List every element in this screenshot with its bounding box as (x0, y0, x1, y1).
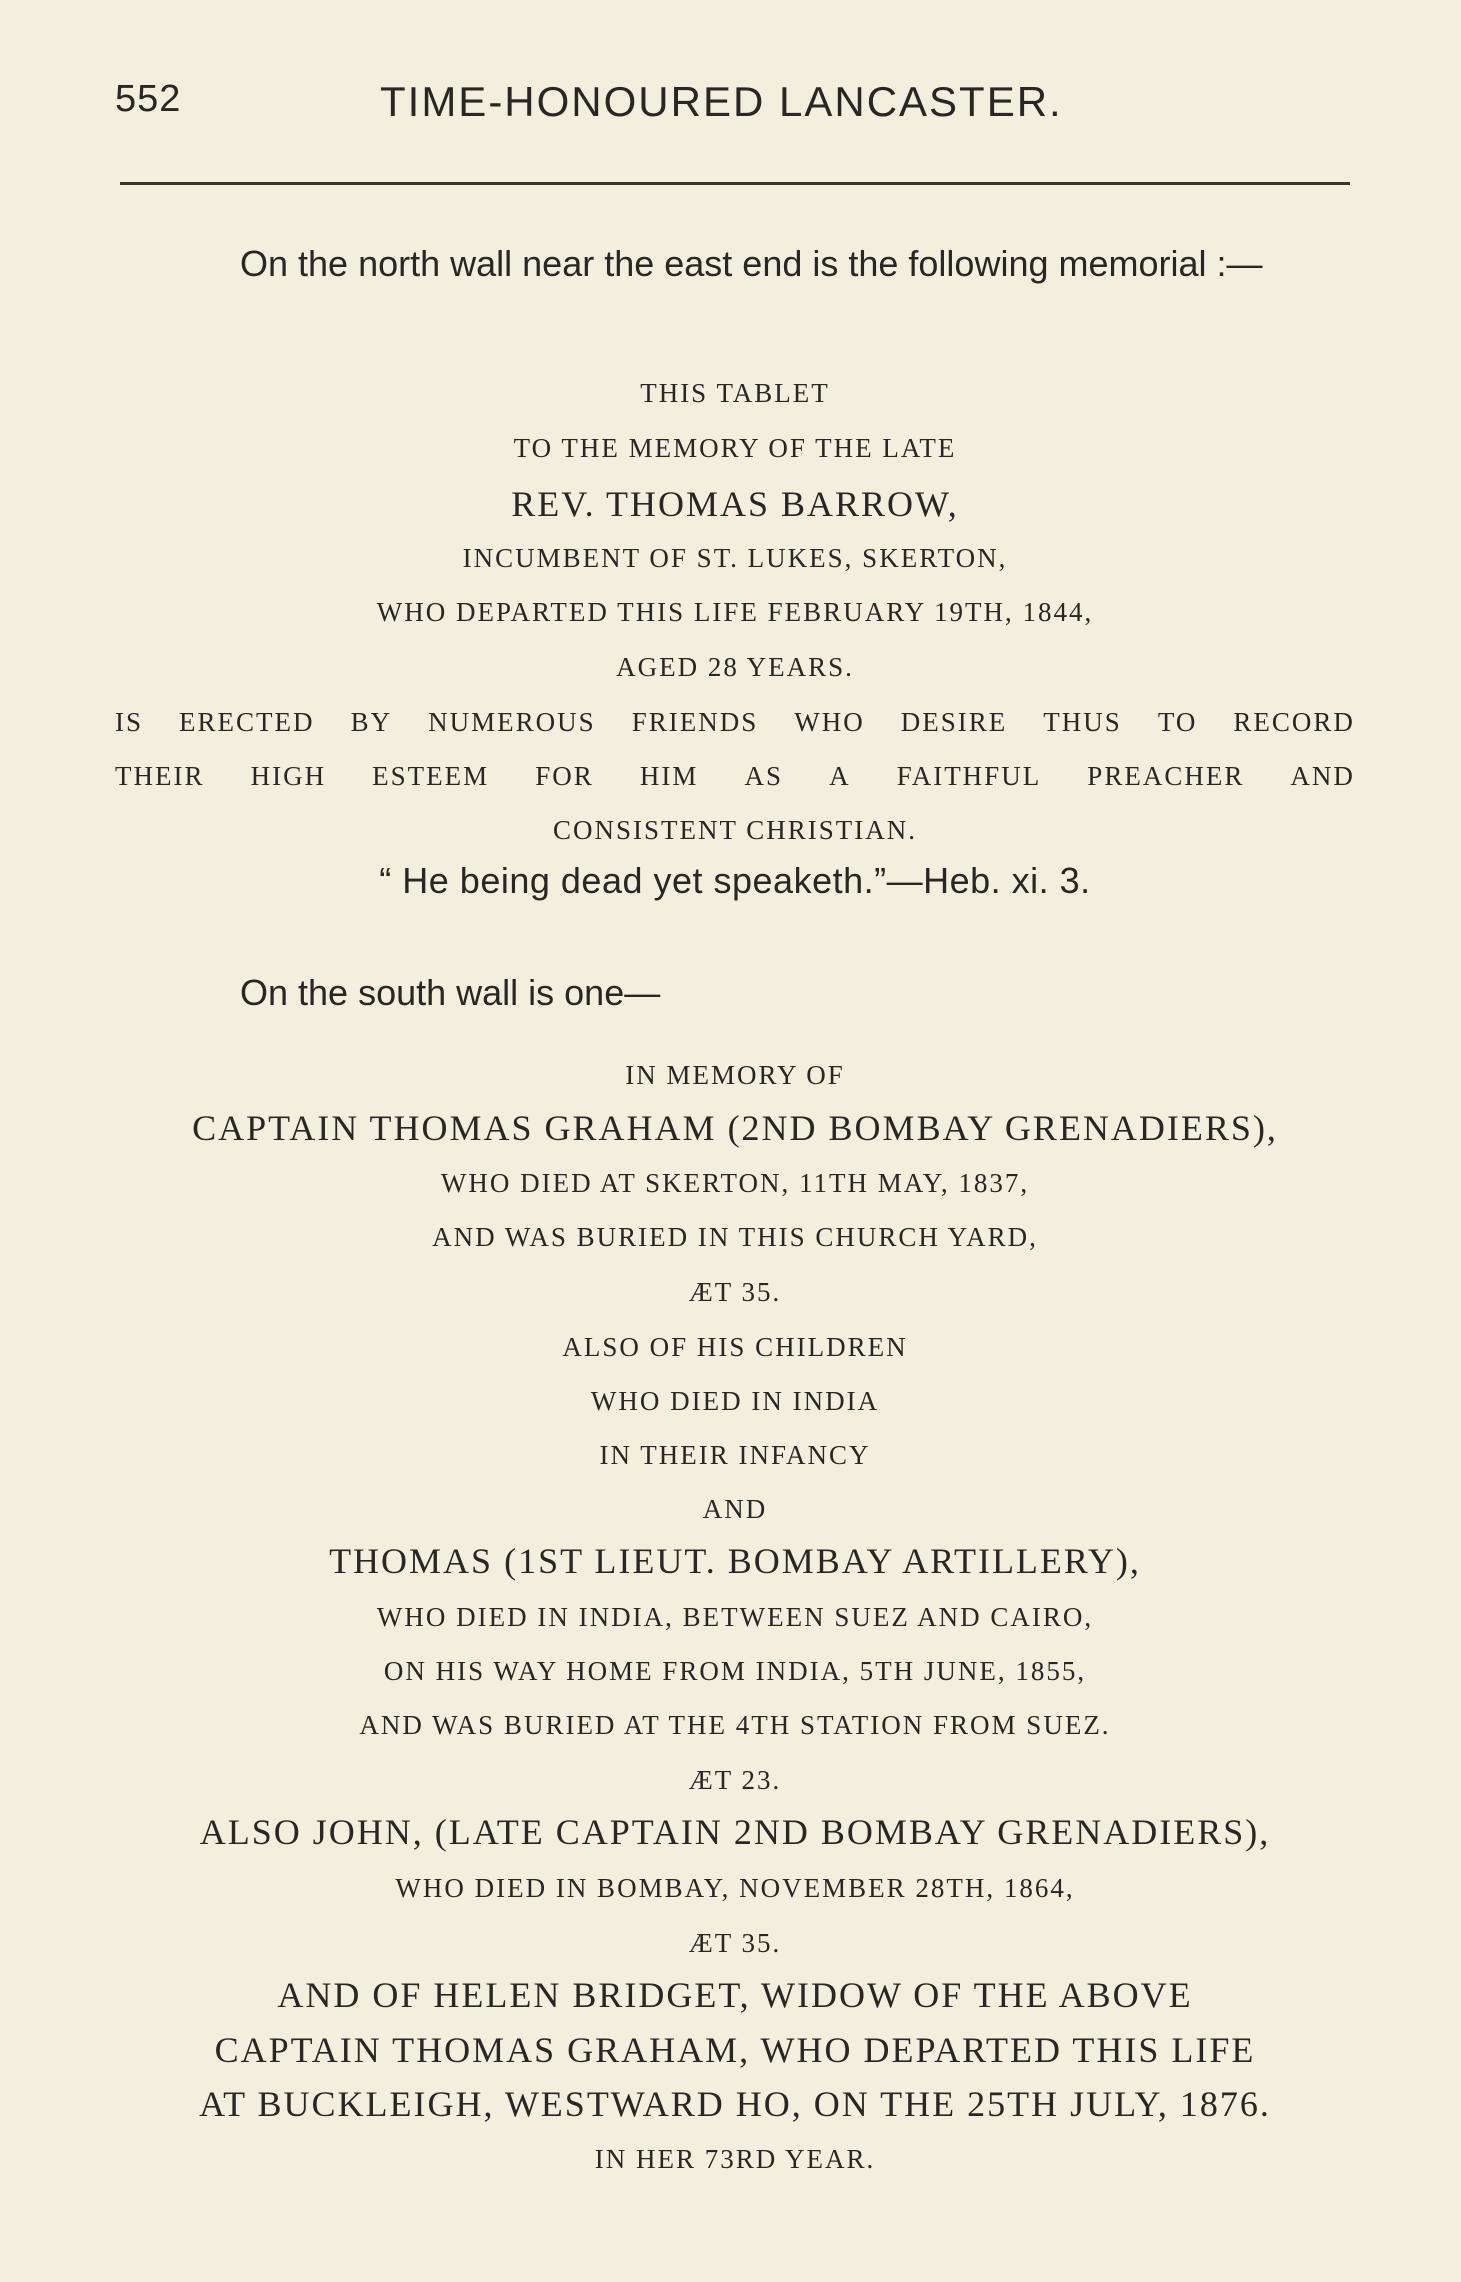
tablet-one-name: REV. THOMAS BARROW, (511, 484, 959, 524)
tablet-two-line: WHO DIED AT SKERTON, 11TH MAY, 1837, (440, 1168, 1030, 1198)
word: AS (744, 761, 783, 791)
word: WHO (794, 707, 865, 737)
page-header (115, 78, 1355, 138)
word: DESIRE (900, 707, 1008, 737)
word: A (829, 761, 851, 791)
tablet-two-line: WHO DIED IN INDIA (590, 1386, 880, 1416)
tablet-two-name: THOMAS (1ST LIEUT. BOMBAY ARTILLERY), (329, 1541, 1141, 1581)
page-number: 552 (115, 78, 182, 120)
tablet-two-line: ON HIS WAY HOME FROM INDIA, 5TH JUNE, 1855, (383, 1656, 1087, 1686)
tablet-two-line: AND WAS BURIED AT THE 4TH STATION FROM SUEZ. (359, 1710, 1111, 1740)
header-rule (120, 182, 1350, 185)
word: IS (115, 707, 144, 737)
tablet-two-line: AND (702, 1494, 768, 1524)
tablet-one-line: WHO DEPARTED THIS LIFE FEBRUARY 19TH, 1844, (376, 597, 1094, 627)
tablet-two-line: IN MEMORY OF (625, 1060, 845, 1090)
intro-south-paragraph: On the south wall is one— (240, 972, 661, 1013)
word: ESTEEM (372, 761, 490, 791)
tablet-two-name: CAPTAIN THOMAS GRAHAM (2ND BOMBAY GRENADIERS), (192, 1108, 1278, 1148)
word: FAITHFUL (896, 761, 1042, 791)
word: PREACHER (1087, 761, 1245, 791)
tablet-two-line: ALSO OF HIS CHILDREN (562, 1332, 908, 1362)
tablet-two-line: WHO DIED IN BOMBAY, NOVEMBER 28TH, 1864, (395, 1873, 1075, 1903)
word: BY (350, 707, 393, 737)
word: NUMEROUS (428, 707, 596, 737)
tablet-one-line: TO THE MEMORY OF THE LATE (513, 433, 957, 463)
intro-north-paragraph: On the north wall near the east end is the following memorial :— (240, 243, 1263, 284)
word: TO (1157, 707, 1198, 737)
word: FRIENDS (631, 707, 759, 737)
word: THEIR (115, 761, 205, 791)
tablet-two-name: AT BUCKLEIGH, WESTWARD HO, ON THE 25TH JULY, 1876. (199, 2084, 1271, 2124)
word: HIGH (250, 761, 327, 791)
tablet-two-line: ÆT 23. (688, 1765, 782, 1795)
tablet-one-line: AGED 28 YEARS. (616, 652, 854, 682)
tablet-two-line: WHO DIED IN INDIA, BETWEEN SUEZ AND CAIRO, (376, 1602, 1094, 1632)
tablet-two-line: ÆT 35. (688, 1277, 782, 1307)
word: ERECTED (179, 707, 315, 737)
tablet-two-line: AND WAS BURIED IN THIS CHURCH YARD, (432, 1222, 1038, 1252)
tablet-one-wide-line-1 (115, 707, 1355, 738)
tablet-two-name: ALSO JOHN, (LATE CAPTAIN 2ND BOMBAY GRENADIERS), (199, 1812, 1271, 1852)
word: RECORD (1233, 707, 1355, 737)
tablet-one-line: INCUMBENT OF ST. LUKES, SKERTON, (462, 543, 1008, 573)
scripture-quote: “ He being dead yet speaketh.”—Heb. xi. 3. (379, 860, 1091, 901)
tablet-two-name: AND OF HELEN BRIDGET, WIDOW OF THE ABOVE (277, 1975, 1193, 2015)
tablet-two-name: CAPTAIN THOMAS GRAHAM, WHO DEPARTED THIS LIFE (214, 2030, 1256, 2070)
tablet-one-wide-line-2 (115, 761, 1355, 792)
word: AND (1290, 761, 1355, 791)
word: FOR (535, 761, 594, 791)
tablet-two-line: IN HER 73RD YEAR. (594, 2144, 876, 2174)
tablet-two-line: IN THEIR INFANCY (599, 1440, 871, 1470)
tablet-one-line: THIS TABLET (640, 378, 830, 408)
word: THUS (1043, 707, 1122, 737)
tablet-one-line: CONSISTENT CHRISTIAN. (552, 815, 918, 845)
tablet-two-line: ÆT 35. (688, 1928, 782, 1958)
running-title: TIME-HONOURED LANCASTER. (380, 78, 1063, 125)
word: HIM (639, 761, 699, 791)
